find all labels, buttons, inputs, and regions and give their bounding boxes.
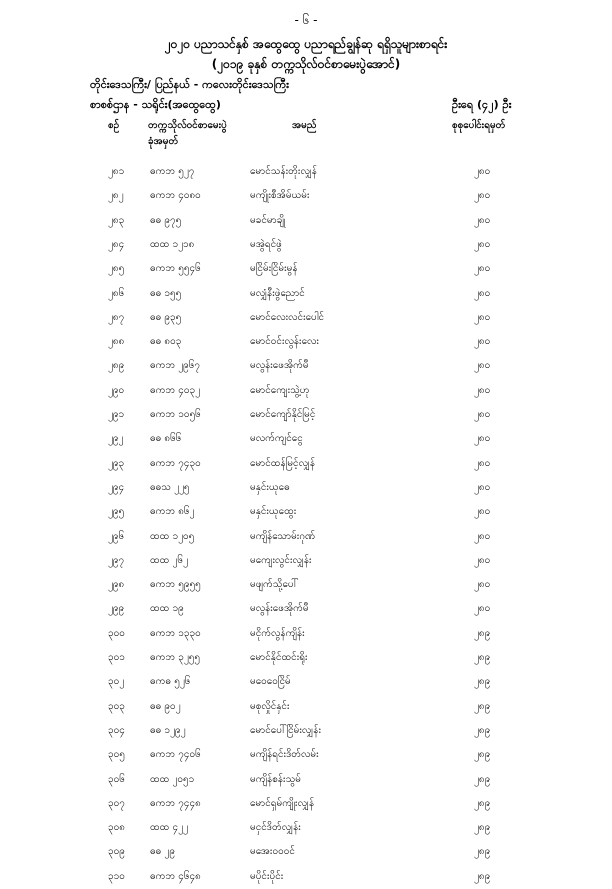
roll-number: ဓကဓ ၅၂၆	[150, 676, 191, 688]
student-name: မဝေဝေငြိမ်	[250, 676, 291, 688]
student-name: မနှင်းယုထွေး	[250, 506, 297, 518]
total-marks: ၂၈၀	[474, 530, 491, 542]
roll-number: ထထ ၁၂၀၅	[150, 530, 195, 542]
table-row	[0, 257, 612, 281]
student-name: မငှင်ဒိတ်လျှန်း	[250, 822, 301, 834]
table-row	[0, 865, 612, 889]
table-row	[0, 768, 612, 792]
total-marks: ၂၈၉	[474, 822, 491, 834]
total-count: ဦးရေ (၄၂) ဦး	[452, 98, 512, 111]
total-marks: ၂၈၀	[474, 263, 491, 275]
roll-number: ဓဓ ၈၀၃	[150, 336, 182, 348]
total-marks: ၂၈၀	[474, 481, 491, 493]
row-number: ၃၀၅	[108, 749, 125, 761]
region-label: တိုင်းဒေသကြီး/ ပြည်နယ် - ကလေးတိုင်းဒေသကြီး	[90, 78, 289, 91]
row-number: ၂၉၅	[108, 506, 125, 518]
page-number: - ၆ -	[294, 13, 318, 27]
student-name: မောင်နိုင်ထင်းရိုး	[250, 652, 308, 663]
total-marks: ၂၈၀	[474, 506, 491, 518]
row-number: ၃၁၀	[108, 870, 125, 882]
column-header-roll-no: ခုံအမှတ်	[148, 136, 179, 147]
total-marks: ၂၈၉	[474, 652, 491, 663]
student-name: မောင်လေးလင်းပေါင်	[250, 311, 325, 323]
roll-number: ထထ ၂၀၅၁	[150, 773, 195, 785]
total-marks: ၂၈၀	[474, 457, 491, 469]
roll-number: ထထ ၁၂၁၈	[150, 238, 195, 250]
table-row	[0, 743, 612, 767]
total-marks: ၂၈၀	[474, 190, 491, 202]
table-row	[0, 670, 612, 694]
roll-number: ဓကဘ ၄၀၈၀	[150, 190, 201, 202]
roll-number: ဓကဘ ၁၃၃၀	[150, 627, 201, 639]
total-marks: ၂၈၉	[474, 676, 491, 688]
total-marks: ၂၈၉	[474, 749, 491, 761]
total-marks: ၂၈၀	[474, 409, 491, 420]
total-marks: ၂၈၀	[474, 287, 491, 299]
row-number: ၃၀၉	[108, 846, 125, 858]
table-row	[0, 476, 612, 500]
table-row	[0, 792, 612, 816]
row-number: ၂၈၅	[108, 263, 125, 275]
column-header-no: စဉ်	[108, 120, 120, 131]
row-number: ၂၈၇	[108, 311, 125, 323]
student-name: မောင်ရှမ်ကျိုးလျှန်	[250, 797, 315, 809]
roll-number: ဓဓ ၉၇၅	[150, 214, 182, 226]
table-row	[0, 646, 612, 670]
table-row	[0, 306, 612, 330]
table-row	[0, 597, 612, 621]
student-name: မလက်ကျင်ငွေ	[250, 433, 303, 445]
row-number: ၃၀၇	[108, 797, 125, 809]
table-row	[0, 354, 612, 378]
roll-number: ဓဓသ ၂၂၅	[150, 481, 190, 493]
roll-number: ဓကဘ ၇၄၀၆	[150, 749, 201, 761]
row-number: ၂၉၉	[108, 603, 125, 615]
roll-number: ဓကဘ ၄၆၄၈	[150, 870, 201, 882]
table-row	[0, 184, 612, 208]
total-marks: ၂၈၀	[474, 603, 491, 615]
roll-number: ဓကဘ ၅၅၄၆	[150, 263, 201, 275]
row-number: ၃၀၃	[108, 700, 125, 712]
student-name: မောင်ကျေးသွဲ့ဟု	[250, 384, 310, 396]
roll-number: ထထ ၂၆၂	[150, 554, 188, 566]
row-number: ၂၈၈	[108, 336, 125, 348]
total-marks: ၂၈၉	[474, 627, 491, 639]
row-number: ၃၀၂	[108, 676, 125, 688]
table-row	[0, 622, 612, 646]
total-marks: ၂၈၉	[474, 846, 491, 858]
student-name: မောင်ပေါ်ငြိမ်းလျှန်း	[250, 724, 321, 736]
student-name: မောင်ကျော်နိုင်မြင့်	[250, 409, 316, 420]
roll-number: ဓကဘ ၈၆၂	[150, 506, 195, 518]
table-row	[0, 695, 612, 719]
student-name: မပိုင်းပိုင်း	[250, 870, 284, 882]
student-name: မကျိန်ရင်းဒိတ်လမ်း	[250, 749, 319, 761]
roll-number: ဓကဘ ၅၂၇	[150, 166, 195, 177]
table-row	[0, 452, 612, 476]
row-number: ၂၉၈	[108, 579, 125, 591]
total-marks: ၂၈၀	[474, 336, 491, 348]
student-name: မငြိမ်းငြိမ်းမွန်	[250, 263, 298, 275]
student-name: မကျိန်စန်းသွမ်	[250, 773, 301, 785]
row-number: ၃၀၈	[108, 822, 125, 834]
table-row	[0, 500, 612, 524]
roll-number: ဓဓ ၁၅၅	[150, 287, 182, 299]
table-row	[0, 427, 612, 451]
student-name: မစုလှိုင်နှင်း	[250, 700, 290, 712]
roll-number: ဓကဘ ၃၂၅၅	[150, 652, 201, 663]
total-marks: ၂၈၀	[474, 554, 491, 566]
table-row	[0, 233, 612, 257]
row-number: ၂၈၂	[108, 190, 124, 202]
row-number: ၃၀၄	[108, 724, 125, 736]
exam-center-label: စာစစ်ဌာန - သရိုင်း(အထွေထွေ)	[90, 98, 221, 111]
row-number: ၃၀၀	[108, 627, 125, 639]
row-number: ၂၉၀	[108, 384, 125, 396]
student-name: မောင်ထန်မြင့်လျှန်	[250, 457, 316, 469]
total-marks: ၂၈၀	[474, 238, 491, 250]
student-name: မကျိန်သောမ်းဂုဏ်	[250, 530, 316, 542]
total-marks: ၂၈၀	[474, 311, 491, 323]
student-name: မခင်မာချို	[250, 214, 286, 226]
row-number: ၂၈၁	[108, 166, 125, 177]
row-number: ၂၉၁	[108, 409, 125, 420]
table-row	[0, 719, 612, 743]
table-row	[0, 282, 612, 306]
table-row	[0, 573, 612, 597]
total-marks: ၂၈၉	[474, 870, 491, 882]
row-number: ၂၈၃	[108, 214, 125, 226]
roll-number: ဓကဘ ၄၀၃၂	[150, 384, 201, 396]
table-row	[0, 403, 612, 427]
row-number: ၂၈၉	[108, 360, 125, 372]
roll-number: ဓကဘ ၂၉၆၇	[150, 360, 201, 372]
document-title: ၂၀၂၀ ပညာသင်နှစ် အထွေထွေ ပညာရည်ချွန်ဆု ရရှိသူများစာရင်း	[164, 37, 448, 51]
row-number: ၂၉၆	[108, 530, 125, 542]
student-name: မနှင်းယုဓေ	[250, 481, 290, 493]
row-number: ၂၉၄	[108, 481, 125, 493]
roll-number: ဓကဘ ၇၄၃၀	[150, 457, 201, 469]
total-marks: ၂၈၀	[474, 433, 491, 445]
total-marks: ၂၈၀	[474, 384, 491, 396]
table-row	[0, 160, 612, 184]
column-header-marks: စုစုပေါင်းရမှတ်	[452, 120, 506, 131]
document-subtitle: (၂၀၁၉ ခုနှစ် တက္ကသိုလ်ဝင်စာမေးပွဲအောင်)	[211, 57, 401, 71]
roll-number: ထထ ၁၉	[150, 603, 184, 615]
table-row	[0, 209, 612, 233]
roll-number: ဓဓ ၂၉	[150, 846, 175, 858]
row-number: ၃၀၁	[108, 652, 125, 663]
student-name: မလွန်းဖေအိုက်မီ	[250, 603, 309, 615]
table-row	[0, 379, 612, 403]
row-number: ၂၈၄	[108, 238, 125, 250]
row-number: ၃၀၆	[108, 773, 125, 785]
table-row	[0, 549, 612, 573]
roll-number: ဓကဘ ၇၄၄၈	[150, 797, 201, 809]
total-marks: ၂၈၀	[474, 166, 491, 177]
student-name: မဖျက်သို့ပေါ်	[250, 579, 299, 591]
total-marks: ၂၈၉	[474, 700, 491, 712]
roll-number: ဓဓ ၁၂၉၂	[150, 724, 186, 736]
student-name: မလျှံနီးဖွဲညောင်	[250, 287, 305, 299]
roll-number: ဓဓ ၉၀၂	[150, 700, 181, 712]
roll-number: ထထ ၄၂၂	[150, 822, 188, 834]
table-row	[0, 816, 612, 840]
row-number: ၂၈၆	[108, 287, 125, 299]
column-header-name: အမည်	[292, 120, 317, 131]
table-row	[0, 840, 612, 864]
total-marks: ၂၈၉	[474, 724, 491, 736]
student-name: မငိုက်လွန်ကျိန်း	[250, 627, 305, 639]
row-number: ၂၉၂	[108, 433, 124, 445]
total-marks: ၂၈၀	[474, 214, 491, 226]
row-number: ၂၉၃	[108, 457, 125, 469]
student-name: မအွဲရင်ဖွဲ	[250, 238, 282, 250]
student-name: မလွန်းဖေအိုက်မီ	[250, 360, 309, 372]
roll-number: ဓကဘ ၁၀၅၆	[150, 409, 201, 420]
total-marks: ၂၈၉	[474, 773, 491, 785]
roll-number: ဓဓ ၉၃၅	[150, 311, 182, 323]
roll-number: ဓကဘ ၅၉၅၅	[150, 579, 201, 591]
total-marks: ၂၈၀	[474, 360, 491, 372]
table-row	[0, 330, 612, 354]
student-name: မကျေးလွင်းလျှန်း	[250, 554, 312, 566]
student-name: မအေး၀၀၀င်	[250, 846, 295, 858]
total-marks: ၂၈၉	[474, 797, 491, 809]
student-name: မောင်ဝင်းလွန်းလေး	[250, 336, 319, 348]
roll-number: ဓဓ ၈၆၆	[150, 433, 182, 445]
row-number: ၂၉၇	[108, 554, 125, 566]
column-header-exam: တက္ကသိုလ်ဝင်စာမေးပွဲ	[148, 120, 227, 131]
total-marks: ၂၈၀	[474, 579, 491, 591]
student-name: မောင်သန်းတိုးလျှန်	[250, 166, 317, 177]
student-name: မကျိုးစီအိမ်ယမ်း	[250, 190, 310, 202]
table-row	[0, 525, 612, 549]
